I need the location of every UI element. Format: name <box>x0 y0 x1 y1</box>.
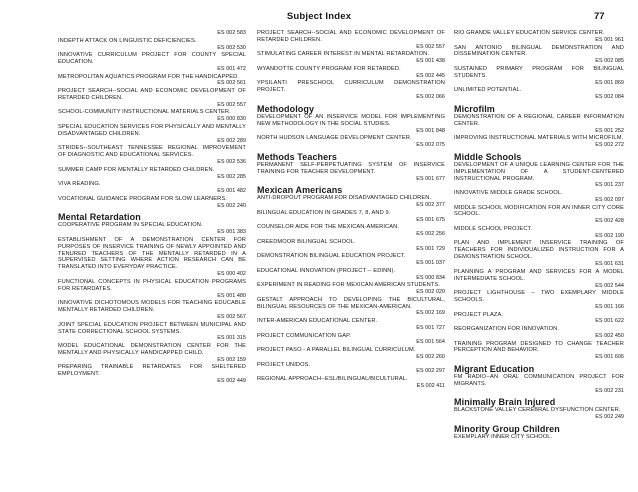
entry-number: ES 001 564 <box>416 339 445 346</box>
index-entry <box>454 226 624 240</box>
entry-title: INNOVATIVE CURRICULUM PROJECT FOR COUNTY SPECIAL EDUCATION. <box>58 52 246 65</box>
index-entry <box>58 222 246 236</box>
entry-number: ES 001 037 <box>416 260 445 267</box>
subject-heading: Methods Teachers <box>257 151 337 162</box>
index-entry <box>257 162 445 182</box>
index-entry <box>454 374 624 394</box>
entry-title: PLANNING A PROGRAM AND SERVICES FOR A MODEL INTERMEDIATE SCHOOL. <box>454 268 624 282</box>
index-entry <box>58 322 246 342</box>
entry-title: STIMULATING CAREER INTEREST IN MENTAL RETARDATION. <box>257 51 430 58</box>
entry-title: SAN ANTONIO BILINGUAL DEMONSTRATION AND DISSEMINATION CENTER. <box>454 44 624 58</box>
entry-number: ES 001 727 <box>416 324 445 331</box>
index-entry <box>257 333 445 347</box>
subject-heading: Methodology <box>257 103 315 114</box>
entry-number: ES 002 450 <box>595 332 624 339</box>
entry-title: GESTALT APPROACH TO DEVELOPING THE BICULTURAL, BILINGUAL RESOURCES OF THE MEXICAN-AMERICAN. <box>257 296 445 310</box>
index-entry <box>257 282 445 296</box>
entry-number: ES 001 482 <box>217 188 246 195</box>
index-entry <box>454 290 624 310</box>
entry-number: ES 001 677 <box>416 175 445 182</box>
entry-title: SCHOOL-COMMUNITY INSTRUCTIONAL MATERIALS CENTER. <box>58 109 231 116</box>
index-entry <box>257 239 445 253</box>
entry-number: ES 002 084 <box>595 94 624 101</box>
entry-number: ES 002 066 <box>416 94 445 101</box>
index-entry <box>454 190 624 204</box>
entry-title: FM RADIO--AN ORAL COMMUNICATION PROJECT FOR MIGRANTS. <box>454 373 624 387</box>
index-entry <box>257 362 445 376</box>
entry-number: ES 002 428 <box>595 218 624 225</box>
index-entry <box>257 66 445 80</box>
entry-number: ES 002 561 <box>217 80 246 87</box>
entry-title: PROJECT PASO - A PARALLEL BILINGUAL CURRICULUM. <box>257 347 416 354</box>
index-entry <box>58 181 246 195</box>
entry-number: ES 002 169 <box>416 310 445 317</box>
entry-title: SPECIAL EDUCATION SERVICES FOR PHYSICALLY AND MENTALLY DISADVANTAGED CHILDREN. <box>58 123 246 137</box>
index-column-1 <box>58 30 246 386</box>
subject-heading: Mental Retardation <box>58 212 141 223</box>
entry-title: PROJECT LIGHTHOUSE -- TWO EXEMPLARY MIDDLE SCHOOLS. <box>454 290 624 304</box>
entry-number: ES 002 097 <box>595 196 624 203</box>
subject-heading: Minimally Brain Injured <box>454 397 556 408</box>
entry-number: ES 001 606 <box>595 354 624 361</box>
entry-number: ES 002 567 <box>217 314 246 321</box>
index-entry <box>454 135 624 149</box>
subject-heading: Microfilm <box>454 103 495 114</box>
entry-number: ES 002 557 <box>217 101 246 108</box>
entry-number: ES 000 830 <box>217 116 246 123</box>
index-entry <box>58 237 246 278</box>
entry-title: BLACKSTONE VALLEY CEREBRAL DYSFUNCTION CENTER. <box>454 407 621 414</box>
entry-title: CREEDMOOR BILINGUAL SCHOOL. <box>257 238 356 245</box>
index-entry <box>58 364 246 384</box>
entry-title: ESTABLISHMENT OF A DEMONSTRATION CENTER FOR PURPOSES OF INSERVICE TRAINING OF NEWLY APPOINTED AND TENURED TEACHERS OF THE MENTALLY RETARDED IN A SUPERVISED SETTING WHERE ACTION RESEARCH CAN BE TRANSLATED INTO EVERYDAY PRACTICE. <box>58 236 246 271</box>
index-entry <box>58 300 246 320</box>
index-entry <box>257 210 445 224</box>
entry-number: ES 000 402 <box>217 271 246 278</box>
entry-title: EDUCATIONAL INNOVATION (PROJECT -- EDINN). <box>257 267 396 274</box>
index-entry <box>58 30 246 37</box>
entry-title: UNLIMITED POTENTIAL. <box>454 87 522 94</box>
entry-title: MIDDLE SCHOOL PROJECT. <box>454 225 533 232</box>
index-entry <box>58 124 246 144</box>
entry-number: ES 002 240 <box>217 202 246 209</box>
entry-title: DEVELOPMENT OF A UNIQUE LEARNING CENTER FOR THE IMPLEMENTATION OF A STUDENT-CENTERED INSTRUCTIONAL PROGRAM. <box>454 161 624 182</box>
entry-number: ES 001 315 <box>217 335 246 342</box>
index-entry <box>454 87 624 101</box>
entry-number: ES 002 260 <box>416 353 445 360</box>
entry-title: DEMONSTRATION OF A REGIONAL CAREER INFORMATION CENTER. <box>454 113 624 127</box>
entry-number: ES 001 472 <box>217 65 246 72</box>
index-entry <box>257 80 445 100</box>
subject-heading: Minority Group Children <box>454 423 560 434</box>
entry-title: PROJECT SEARCH--SOCIAL AND ECONOMIC DEVELOPMENT OF RETARDED CHILDREN. <box>257 30 445 43</box>
index-entry <box>257 297 445 317</box>
subject-heading: Migrant Education <box>454 363 535 374</box>
index-entry <box>454 326 624 340</box>
entry-title: TRAINING PROGRAM DESIGNED TO CHANGE TEACHER PERCEPTION AND BEHAVIOR. <box>454 340 624 354</box>
index-entry <box>58 167 246 181</box>
entry-title: NORTH HUDSON LANGUAGE DEVELOPMENT CENTER. <box>257 135 412 142</box>
entry-title: DEMONSTRATION BILINGUAL EDUCATION PROJECT. <box>257 253 406 260</box>
index-entry <box>454 114 624 134</box>
index-entry <box>454 66 624 86</box>
entry-title: FUNCTIONAL CONCEPTS IN PHYSICAL EDUCATION PROGRAMS FOR RETARDATES. <box>58 278 246 292</box>
entry-title: MODEL EDUCATIONAL DEMONSTRATION CENTER FOR THE MENTALLY AND PHYSICALLY HANDICAPPED CHILD. <box>58 343 246 356</box>
index-entry <box>454 240 624 267</box>
entry-number: ES 002 272 <box>595 142 624 149</box>
index-entry <box>58 196 246 210</box>
entry-title: EXPERIMENT IN READING FOR MEXICAN AMERICAN STUDENTS. <box>257 282 441 289</box>
entry-number: ES 002 256 <box>416 231 445 238</box>
entry-title: PROJECT SEARCH--SOCIAL AND ECONOMIC DEVELOPMENT OF RETARDED CHILDREN. <box>58 88 246 101</box>
entry-number: ES 002 377 <box>416 202 445 209</box>
index-entry <box>257 318 445 332</box>
entry-number: ES 002 085 <box>595 58 624 65</box>
entry-title: REORGANIZATION FOR INNOVATION. <box>454 326 560 333</box>
entry-title: IMPROVING INSTRUCTIONAL MATERIALS WITH MICROFILM. <box>454 135 624 142</box>
index-entry <box>454 269 624 289</box>
index-entry <box>257 135 445 149</box>
entry-title: PERMANENT SELF-PERPETUATING SYSTEM OF INSERVICE TRAINING FOR TEACHER DEVELOPMENT. <box>257 161 445 175</box>
index-entry <box>257 268 445 282</box>
entry-number: ES 002 289 <box>217 137 246 144</box>
entry-title: BILINGUAL EDUCATION IN GRADES 7, 8, AND 9. <box>257 209 391 216</box>
index-entry <box>454 30 624 44</box>
entry-number: ES 002 020 <box>416 289 445 296</box>
entry-title: STRIDES--SOUTHEAST TENNESSEE REGIONAL IMPROVEMENT OF DIAGNOSTIC AND EDUCATIONAL SERVICES. <box>58 145 246 159</box>
entry-title: PLAN AND IMPLEMENT INSERVICE TRAINING OF TEACHERS FOR INDIVIDUALIZED INSTRUCTION FOR A DEMONSTRATION SCHOOL. <box>454 240 624 261</box>
entry-number: ES 002 249 <box>595 414 624 421</box>
entry-number: ES 002 075 <box>416 142 445 149</box>
entry-title: INNOVATIVE DICHOTOMOUS MODELS FOR TEACHING EDUCABLE MENTALLY RETARDED CHILDREN. <box>58 300 246 314</box>
index-entry <box>454 205 624 225</box>
entry-number: ES 001 166 <box>595 303 624 310</box>
entry-number: ES 001 237 <box>595 182 624 189</box>
entry-title: SUMMER CAMP FOR MENTALLY RETARDED CHILDREN. <box>58 166 215 173</box>
entry-number: ES 001 848 <box>416 127 445 134</box>
entry-number: ES 002 231 <box>595 387 624 394</box>
page-number: 77 <box>594 11 605 22</box>
entry-title: VIVA READING. <box>58 181 101 188</box>
entry-title: MIDDLE SCHOOL MODIFICATION FOR AN INNER CITY CORE SCHOOL. <box>454 204 624 218</box>
entry-title: REGIONAL APPROACH--ESL/BILINGUAL/BICULTURAL. <box>257 376 408 383</box>
index-entry <box>257 114 445 134</box>
entry-title: JOINT SPECIAL EDUCATION PROJECT BETWEEN MUNICIPAL AND STATE CORRECTIONAL SCHOOL SYSTEMS. <box>58 321 246 335</box>
entry-number: ES 002 190 <box>595 232 624 239</box>
index-entry <box>454 407 624 421</box>
entry-title: DEVELOPMENT OF AN INSERVICE MODEL FOR IMPLEMENTING NEW METHODOLOGY IN THE SOCIAL STUDIES. <box>257 113 445 127</box>
entry-number: ES 001 961 <box>595 36 624 43</box>
index-entry <box>454 162 624 189</box>
index-entry <box>58 88 246 108</box>
index-entry <box>58 109 246 123</box>
index-entry <box>58 38 246 52</box>
entry-number: ES 001 383 <box>217 229 246 236</box>
index-entry <box>454 434 624 441</box>
index-entry <box>257 30 445 50</box>
entry-title: YPSILANTI PRESCHOOL CURRICULUM DEMONSTRATION PROJECT. <box>257 80 445 94</box>
subject-heading: Mexican Americans <box>257 185 343 196</box>
entry-title: WYANDOTTE COUNTY PROGRAM FOR RETARDED. <box>257 65 401 72</box>
index-column-2 <box>257 30 445 391</box>
entry-number: ES 001 438 <box>416 58 445 65</box>
entry-number: ES 001 729 <box>416 245 445 252</box>
entry-title: INNOVATIVE MIDDLE GRADE SCHOOL. <box>454 190 563 197</box>
entry-number: ES 002 449 <box>217 378 246 385</box>
entry-title: INTER-AMERICAN EDUCATIONAL CENTER. <box>257 318 378 325</box>
entry-number: ES 002 530 <box>217 44 246 51</box>
index-entry <box>454 312 624 326</box>
index-entry <box>58 343 246 363</box>
entry-number: ES 002 583 <box>217 30 246 36</box>
subject-heading: Middle Schools <box>454 151 522 162</box>
entry-number: ES 002 297 <box>416 368 445 375</box>
entry-number: ES 001 480 <box>217 292 246 299</box>
entry-title: METROPOLITAN AQUATICS PROGRAM FOR THE HANDICAPPED. <box>58 73 240 80</box>
index-entry <box>454 341 624 361</box>
index-entry <box>257 376 445 390</box>
entry-number: ES 002 536 <box>217 159 246 166</box>
entry-number: ES 001 622 <box>595 318 624 325</box>
entry-number: ES 000 834 <box>416 274 445 281</box>
entry-number: ES 002 159 <box>217 356 246 363</box>
entry-number: ES 001 869 <box>595 79 624 86</box>
page-title: Subject Index <box>286 11 352 22</box>
index-entry <box>257 347 445 361</box>
entry-number: ES 002 445 <box>416 72 445 79</box>
entry-title: COOPERATIVE PROGRAM IN SPECIAL EDUCATION. <box>58 222 203 229</box>
index-column-3 <box>454 30 624 442</box>
entry-number: ES 001 675 <box>416 216 445 223</box>
entry-title: PROJECT COMMUNICATION GAP. <box>257 332 351 339</box>
index-entry <box>257 51 445 65</box>
entry-title: INDEPTH ATTACK ON LINGUISTIC DEFICIENCIES. <box>58 37 197 44</box>
entry-title: RIO GRANDE VALLEY EDUCATION SERVICE CENTER. <box>454 30 605 36</box>
entry-title: PREPARING TRAINABLE RETARDATES FOR SHELTERED EMPLOYMENT. <box>58 364 246 378</box>
entry-title: EXEMPLARY INNER CITY SCHOOL. <box>454 433 553 440</box>
entry-title: ANTI-DROPOUT PROGRAM FOR DISADVANTAGED CHILDREN. <box>257 195 432 202</box>
entry-number: ES 002 285 <box>217 173 246 180</box>
entry-title: SUSTAINED PRIMARY PROGRAM FOR BILINGUAL STUDENTS. <box>454 65 624 79</box>
index-entry <box>454 45 624 65</box>
entry-number: ES 001 252 <box>595 127 624 134</box>
index-entry <box>58 279 246 299</box>
entry-number: ES 002 557 <box>416 43 445 50</box>
entry-title: VOCATIONAL GUIDANCE PROGRAM FOR SLOW LEARNERS. <box>58 195 227 202</box>
index-entry <box>58 145 246 165</box>
entry-title: PROJECT PLAZA. <box>454 311 504 318</box>
entry-number: ES 001 631 <box>595 261 624 268</box>
entry-number: ES 002 544 <box>595 282 624 289</box>
index-entry <box>257 195 445 209</box>
entry-title: COUNSELOR AIDE FOR THE MEXICAN-AMERICAN. <box>257 224 399 231</box>
index-entry <box>257 224 445 238</box>
index-entry <box>257 253 445 267</box>
entry-number: ES 002 411 <box>416 382 445 389</box>
index-entry <box>58 52 246 72</box>
index-entry <box>58 74 246 88</box>
entry-title: PROJECT UNIDOS. <box>257 361 311 368</box>
